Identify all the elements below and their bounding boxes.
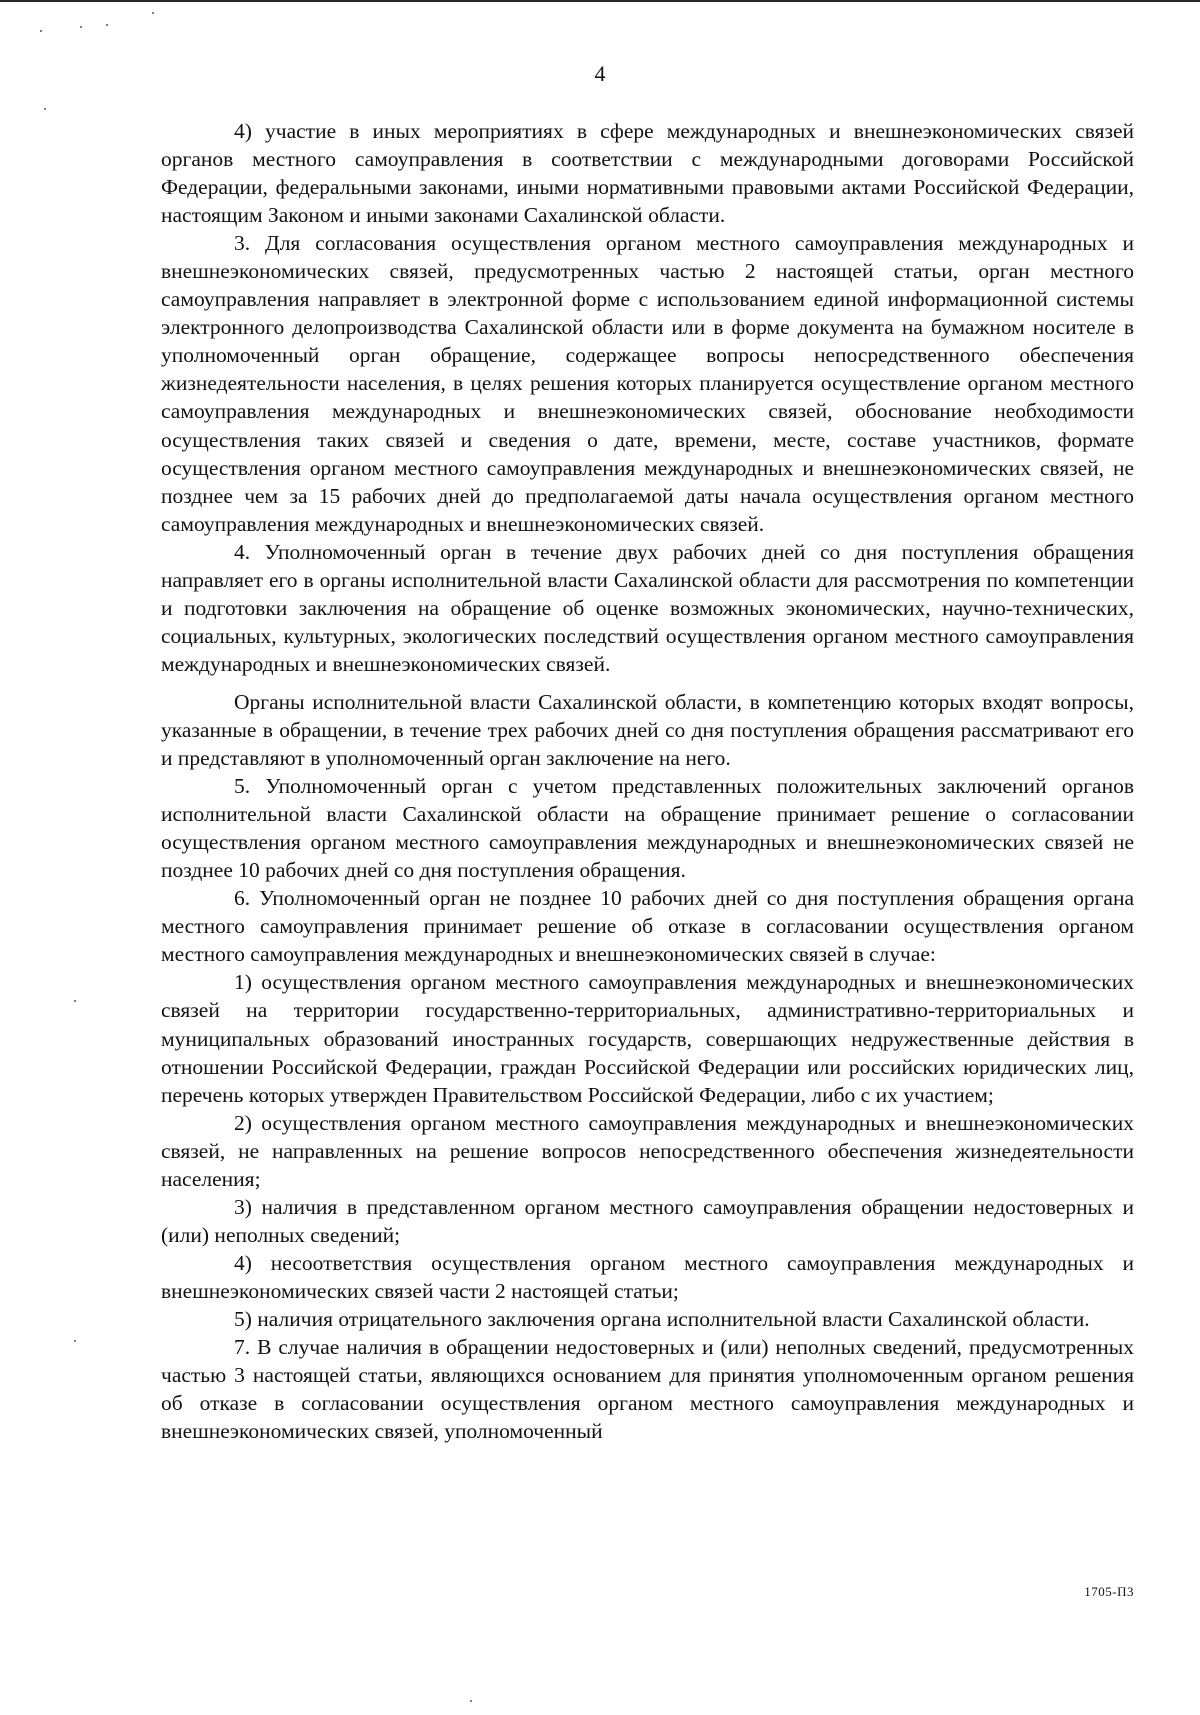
scan-speck xyxy=(470,1700,472,1702)
paragraph-item-4-other-activities: 4) участие в иных мероприятиях в сфере международных и внешнеэкономических связей органов местного самоуправления в соответствии с международными договорами Российской Федерации, федеральными законами, иными нормативными правовыми актами Российской Федерации, настоящим Законом и иными законами Сахалинской области. xyxy=(161,119,1134,228)
paragraph-executive-bodies-review: Органы исполнительной власти Сахалинской области, в компетенцию которых входят вопросы, указанные в обращении, в течение трех рабочих дней со дня поступления обращения рассматривают его и представляют в уполномоченный орган заключение на него. xyxy=(161,689,1134,771)
paragraph-refusal-ground-3: 3) наличия в представленном органом местного самоуправления обращении недостоверных и (или) неполных сведений; xyxy=(161,1194,1134,1247)
scan-speck xyxy=(40,30,42,32)
scan-speck xyxy=(106,24,108,26)
paragraph-part-3-approval-request: 3. Для согласования осуществления органом местного самоуправления международных и внешнеэкономических связей, предусмотренных частью 2 настоящей статьи, орган местного самоуправления направляет в электронной форме с использованием единой информационной системы электронного делопроизводства Сахалинской области или в форме документа на бумажном носителе в уполномоченный орган обращение, содержащее вопросы непосредственного обеспечения жизнедеятельности населения, в целях решения которых планируется осуществление органом местного самоуправления международных и внешнеэкономических связей, обоснование необходимости осуществления таких связей и сведения о дате, времени, месте, составе участников, формате осуществления органом местного самоуправления международных и внешнеэкономических связей, не позднее чем за 15 рабочих дней до предполагаемой даты начала осуществления органом местного самоуправления международных и внешнеэкономических связей. xyxy=(161,231,1134,536)
paragraph-refusal-ground-2: 2) осуществления органом местного самоуправления международных и внешнеэкономических связей, не направленных на решение вопросов непосредственного обеспечения жизнедеятельности населения; xyxy=(161,1110,1134,1191)
scan-speck xyxy=(74,1000,76,1002)
scan-speck xyxy=(74,1340,76,1342)
paragraph-part-6-refusal: 6. Уполномоченный орган не позднее 10 рабочих дней со дня поступления обращения органа местного самоуправления принимает решение об отказе в согласовании осуществления органом местного самоуправления международных и внешнеэкономических связей в случае: xyxy=(161,886,1134,967)
document-code: 1705-П3 xyxy=(1084,1584,1134,1599)
scan-speck xyxy=(44,108,46,110)
page-number: 4 xyxy=(594,61,606,86)
paragraph-refusal-ground-4: 4) несоответствия осуществления органом местного самоуправления международных и внешнеэкономических связей части 2 настоящей статьи; xyxy=(161,1250,1134,1303)
scan-speck xyxy=(80,26,82,28)
paragraph-refusal-ground-1: 1) осуществления органом местного самоуправления международных и внешнеэкономических связей на территории государственно-территориальных, административно-территориальных и муниципальных образований иностранных государств, совершающих недружественные действия в отношении Российской Федерации, граждан Российской Федерации или российских юридических лиц, перечень которых утвержден Правительством Российской Федерации, либо с их участием; xyxy=(161,970,1134,1107)
top-border-line xyxy=(0,0,1200,2)
document-body xyxy=(161,117,1134,1445)
paragraph-part-4-forwarding: 4. Уполномоченный орган в течение двух рабочих дней со дня поступления обращения направляет его в органы исполнительной власти Сахалинской области для рассмотрения по компетенции и подготовки заключения на обращение об оценке возможных экономических, научно-технических, социальных, культурных, экологических последствий осуществления органом местного самоуправления международных и внешнеэкономических связей. xyxy=(161,539,1134,676)
paragraph-refusal-ground-5: 5) наличия отрицательного заключения органа исполнительной власти Сахалинской области. xyxy=(234,1306,1090,1331)
paragraph-part-7-incomplete-info: 7. В случае наличия в обращении недостоверных и (или) неполных сведений, предусмотренных частью 3 настоящей статьи, являющихся основанием для принятия уполномоченным органом решения об отказе в согласовании осуществления органом местного самоуправления международных и внешнеэкономических связей, уполномоченный xyxy=(161,1335,1134,1444)
scan-speck xyxy=(152,12,154,14)
paragraph-part-5-approval-decision: 5. Уполномоченный орган с учетом представленных положительных заключений органов исполнительной власти Сахалинской области на обращение принимает решение о согласовании осуществления органом местного самоуправления международных и внешнеэкономических связей не позднее 10 рабочих дней со дня поступления обращения. xyxy=(161,774,1134,883)
